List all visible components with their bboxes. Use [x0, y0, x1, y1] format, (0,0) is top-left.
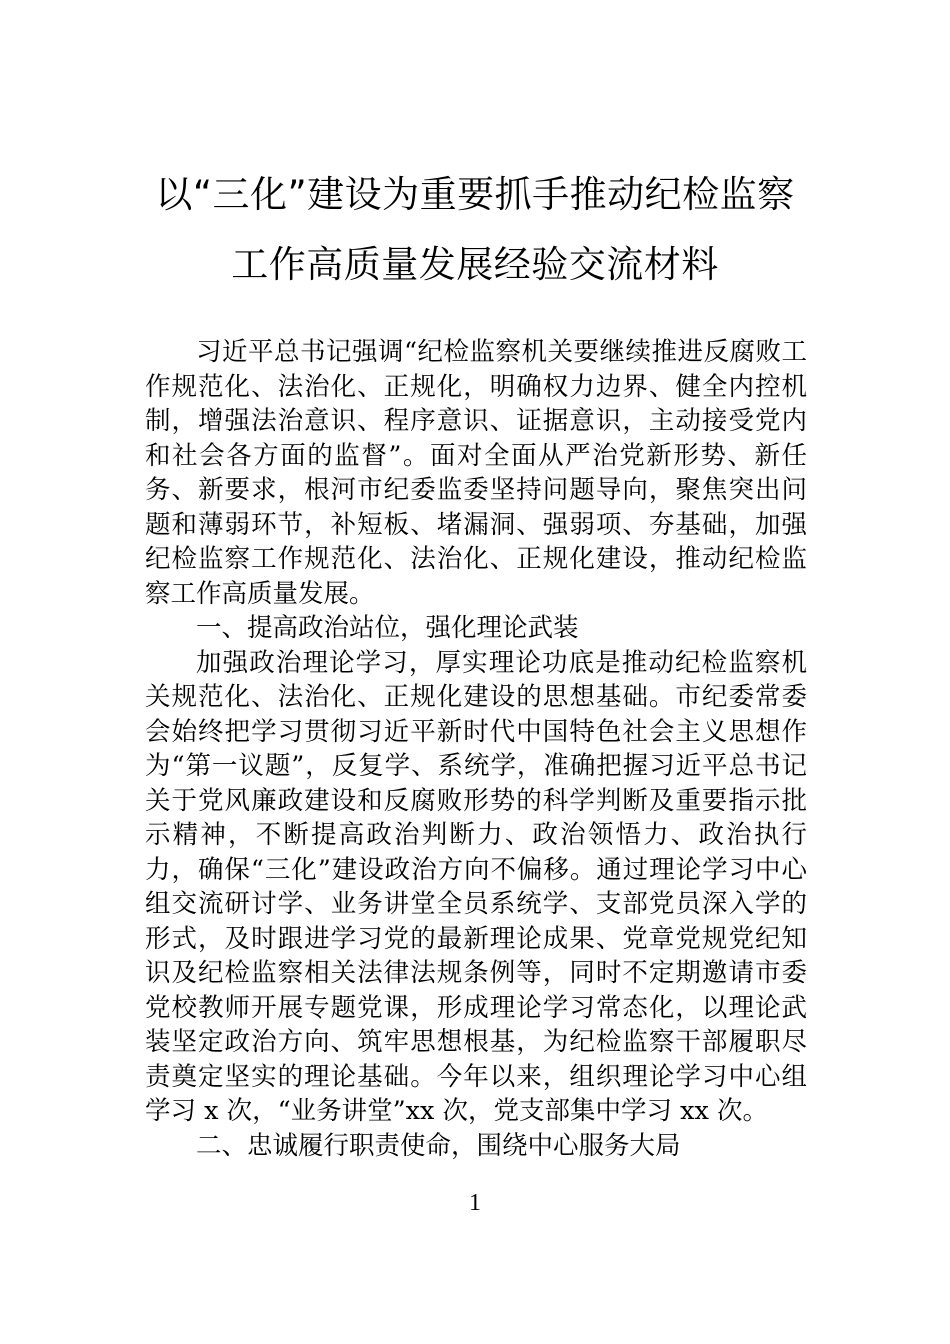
paragraph-intro: 习近平总书记强调“纪检监察机关要继续推进反腐败工作规范化、法治化、正规化，明确权力边界、健全内控机制，增强法治意识、程序意识、证据意识，主动接受党内和社会各方面的监督”。面对全面从严治党新形势、新任务、新要求，根河市纪委监委坚持问题导向，聚焦突出问题和薄弱环节，补短板、堵漏洞、强弱项、夯基础，加强纪检监察工作规范化、法治化、正规化建设，推动纪检监察工作高质量发展。	[145, 337, 807, 609]
page-number: 1	[469, 1190, 481, 1216]
section-heading-2: 二、忠诚履行职责使命，围绕中心服务大局	[196, 1130, 681, 1161]
document-body	[145, 335, 807, 1163]
paragraph-section-1: 加强政治理论学习，厚实理论功底是推动纪检监察机关规范化、法治化、正规化建设的思想基础。市纪委常委会始终把学习贯彻习近平新时代中国特色社会主义思想作为“第一议题”，反复学、系统学，准确把握习近平总书记关于党风廉政建设和反腐败形势的科学判断及重要指示批示精神，不断提高政治判断力、政治领悟力、政治执行力，确保“三化”建设政治方向不偏移。通过理论学习中心组交流研讨学、业务讲堂全员系统学、支部党员深入学的形式，及时跟进学习党的最新理论成果、党章党规党纪知识及纪检监察相关法律法规条例等，同时不定期邀请市委党校教师开展专题党课，形成理论学习常态化，以理论武装坚定政治方向、筑牢思想根基，为纪检监察干部履职尽责奠定坚实的理论基础。今年以来，组织理论学习中心组学习 x 次，“业务讲堂”xx 次，党支部集中学习 xx 次。	[145, 647, 807, 1126]
document-title-line-2: 工作高质量发展经验交流材料	[231, 243, 719, 286]
section-heading-1: 一、提高政治站位，强化理论武装	[196, 613, 579, 643]
document-title-line-1: 以“三化”建设为重要抓手推动纪检监察	[155, 173, 795, 216]
